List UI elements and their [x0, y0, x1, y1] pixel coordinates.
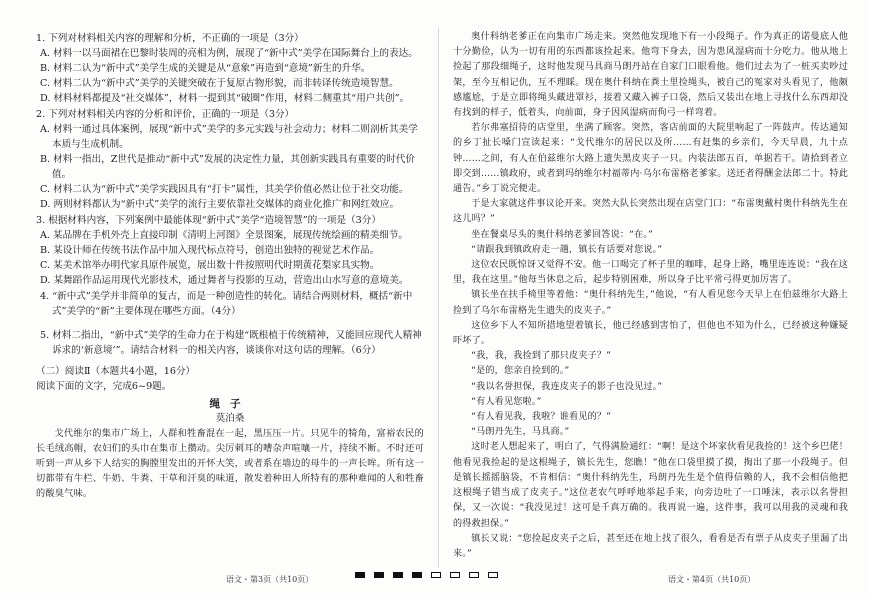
option-c: C. 材料二认为“新中式”美学的关键突破在于复原古物形貌，而非转译传统造境智慧。 [40, 78, 399, 89]
section-instruction: 阅读下面的文字，完成6~9题。 [36, 381, 172, 392]
position-mark [393, 572, 403, 578]
story-paragraph: “有人看见您啦。” [471, 396, 542, 407]
spacer [36, 319, 424, 327]
story-paragraph: “请跟我到镇政府走一趟，镇长有话要对您说。” [471, 244, 663, 255]
story-paragraph: 这位农民既惊讶又觉得不安。他一口喝完了杯子里的咖啡，起身上路，嘴里连连说：“我在这里，我在这里。”他每当休息之后，起步特别困难，所以身子比平常弓得更加厉害了。 [453, 260, 848, 286]
option-a: A. 某品牌在手机外壳上直接印制《清明上河图》全景图案，展现传统绘画的精美细节。 [40, 230, 408, 241]
story-paragraph: 镇长又说：“您捡起皮夹子之后，甚至还在地上找了很久，看看是否有票子从皮夹子里漏了出来。” [453, 533, 848, 559]
story-paragraph: “我以名誉担保，我连皮夹子的影子也没见过。” [471, 381, 663, 392]
position-mark [412, 572, 422, 578]
story-paragraph: 这时老人想起来了，明白了，气得满脸通红：“啊！是这个坏家伙看见我捡的！这个乡巴佬！他看见我捡起的是这根绳子，镇长先生，您瞧！”他在口袋里摸了摸，掏出了那一小段绳子。但是镇长摇摇脑袋，不肯相信：“奥什科纳先生，玛朗丹先生是个值得信赖的人，我不会相信他把这根绳子错当成了皮夹子。”这位老农气呼呼地举起手来，向旁边吐了一口唾沫，表示以名誉担保，又一次说：“我没见过！这可是千真万确的。我再说一遍，这件事，我可以用我的灵魂和我的得救担保。” [453, 442, 848, 529]
story-paragraph: “我，我，我捡到了那只皮夹子？” [471, 351, 612, 362]
question-3 [36, 213, 424, 288]
story-paragraph: “是的，您亲自捡到的。” [471, 366, 570, 377]
option-d: D. 两则材料都认为“新中式”美学的流行主要依靠社交媒体的商业化推广和网红效应。 [40, 199, 400, 210]
option-b: B. 材料一指出，Z世代是推动“新中式”发展的决定性力量，其创新实践具有重要的时代价值。 [40, 154, 415, 180]
positioning-marks [355, 572, 498, 578]
story-paragraph: 于是大家就这件事议论开来。突然大队长突然出现在店堂门口：“布雷奥戴村奥什科纳先生在这儿吗？” [453, 199, 848, 225]
story-paragraph: 这位乡下人不知所措地望着镇长，他已经感到害怕了，但他也不知为什么，已经被这种嫌疑吓坏了。 [453, 320, 848, 347]
position-mark [450, 572, 460, 578]
story-paragraph: 奥什科纳老爹正在向集市广场走来。突然他发现地下有一小段绳子。作为真正的诺曼底人他十分勤俭，认为一切有用的东西都该捡起来。他弯下身去，因为患风湿病而十分吃力。他从地上捡起了那段细绳子，这时他发现马具商马朗丹站在自家门口眼看他。他们过去为了一桩买卖吵过架，至今互相记仇，互不理睬。现在奥什科纳在粪土里捡绳头，被自己的冤家对头看见了，他颇感尴尬，于是立即将绳头藏进罩衫，接着又藏入裤子口袋，然后又装出在地上寻找什么东西却没有找到的样子，低着头，向前面，身子因风湿病而佝弓一样弯着。 [453, 32, 848, 119]
option-c: C. 某美术馆举办明代家具原件展览，展出数十件按照明代时期黄花梨家具实物。 [40, 260, 380, 271]
option-d: D. 某舞蹈作品运用现代光影技术，通过舞者与投影的互动，营造出山水写意的意境美。 [40, 275, 409, 286]
question-stem: 3. 根据材料内容，下列案例中最能体现“新中式”美学“造境智慧”的一项是（3分） [36, 215, 381, 226]
position-mark [431, 572, 441, 578]
story-paragraph: 若尔弗塞招待的店堂里，坐满了顾客。突然，客店前面的大院里响起了一阵鼓声。传达通知的乡丁扯长嗓门宣读起来：“戈代维尔的居民以及所……有赶集的乡亲们，今天早晨，九十点钟……之间，有人在伯兹维尔大路上遗失黑皮夹子一只。内装法郎五百，单据若干。请拾到者立即交到……镇政府，或者到玛纳维尔村福蒂内·乌尔布雷格老爹家。送还者得酬金法郎二十。特此通告。”乡丁说完便走。 [453, 123, 848, 195]
question-stem: 4. “新中式”美学并非简单的复古，而是一种创造性的转化。请结合两则材料，概括“新中式”美学的“新”主要体现在哪些方面。（4分） [40, 291, 413, 317]
story-paragraph: 坐在餐桌尽头的奥什科纳老爹回答说：“在。” [471, 229, 654, 240]
question-2 [36, 107, 424, 212]
column-divider [438, 28, 439, 568]
question-1 [36, 31, 424, 106]
section-heading: （二）阅读Ⅱ（本题共4小题，16分） [36, 366, 196, 377]
question-5 [36, 328, 424, 358]
option-b: B. 材料二认为“新中式”美学生成的关键是从“意象”再造到“意境”新生的升华。 [40, 63, 371, 74]
left-column [36, 30, 424, 565]
option-d: D. 材料材料都提及“社交媒体”，材料一提到其“破圈”作用，材料二侧重其“用户共创”。 [40, 93, 410, 104]
position-mark [469, 572, 479, 578]
right-column [453, 30, 848, 565]
option-a: A. 材料一通过具体案例，展现“新中式”美学的多元实践与社会动力；材料二则剖析其美学本质与生成机制。 [40, 124, 418, 150]
story-paragraph: “有人看见我，我啦？谁看见的？” [471, 412, 612, 423]
question-4 [36, 289, 424, 319]
story-title: 绳子 [209, 398, 251, 410]
position-mark [488, 572, 498, 578]
question-stem: 5. 材料二指出，“新中式”美学的生命力在于构建“既根植于传统精神，又能回应现代人精神诉求的‘新意境’”。请结合材料一的相关内容，谈谈你对这句话的理解。（6分） [40, 330, 422, 356]
page-number-right: 语文・第4页（共10页） [668, 575, 756, 584]
option-a: A. 材料一以马面裙在巴黎时装周的亮相为例，展现了“新中式”美学在国际舞台上的表达。 [40, 48, 418, 59]
story-author: 莫泊桑 [215, 413, 245, 424]
position-mark [355, 572, 365, 578]
question-stem: 2. 下列对材料相关内容的分析和评价，正确的一项是（3分） [36, 109, 295, 120]
option-b: B. 某设计师在传统书法作品中加入现代标点符号，创造出独特的视觉艺术作品。 [40, 245, 380, 256]
position-mark [374, 572, 384, 578]
option-c: C. 材料二认为“新中式”美学实践因具有“打卡”属性，其美学价值必然让位于社交功能。 [40, 184, 409, 195]
question-stem: 1. 下列对材料相关内容的理解和分析，不正确的一项是（3分） [36, 33, 304, 44]
page-number-left: 语文・第3页（共10页） [226, 575, 314, 584]
story-paragraph: “马朗丹先生，马具商。” [471, 427, 570, 438]
story-paragraph: 镇长坐在扶手椅里等着他：“奥什科纳先生，”他说，“有人看见您今天早上在伯兹维尔大路上捡到了乌尔布雷格先生遗失的皮夹子。” [453, 290, 848, 316]
story-paragraph: 戈代维尔的集市广场上，人群和牲畜混在一起，黑压压一片。只见牛的犄角，富裕农民的长毛绒高帽，农妇们的头巾在集市上攒动。尖厉刺耳的嘈杂声喧嚷一片，持续不断。不时还可听到一声从乡下人结实的胸膛里发出的开怀大笑，或者系在墙边的母牛的一声长哞。所有这一切都带有牛栏、牛奶、牛粪、干草和汗臭的味道，散发着种田人所特有的那种难闻的人和牲畜的酸臭气味。 [36, 428, 424, 500]
